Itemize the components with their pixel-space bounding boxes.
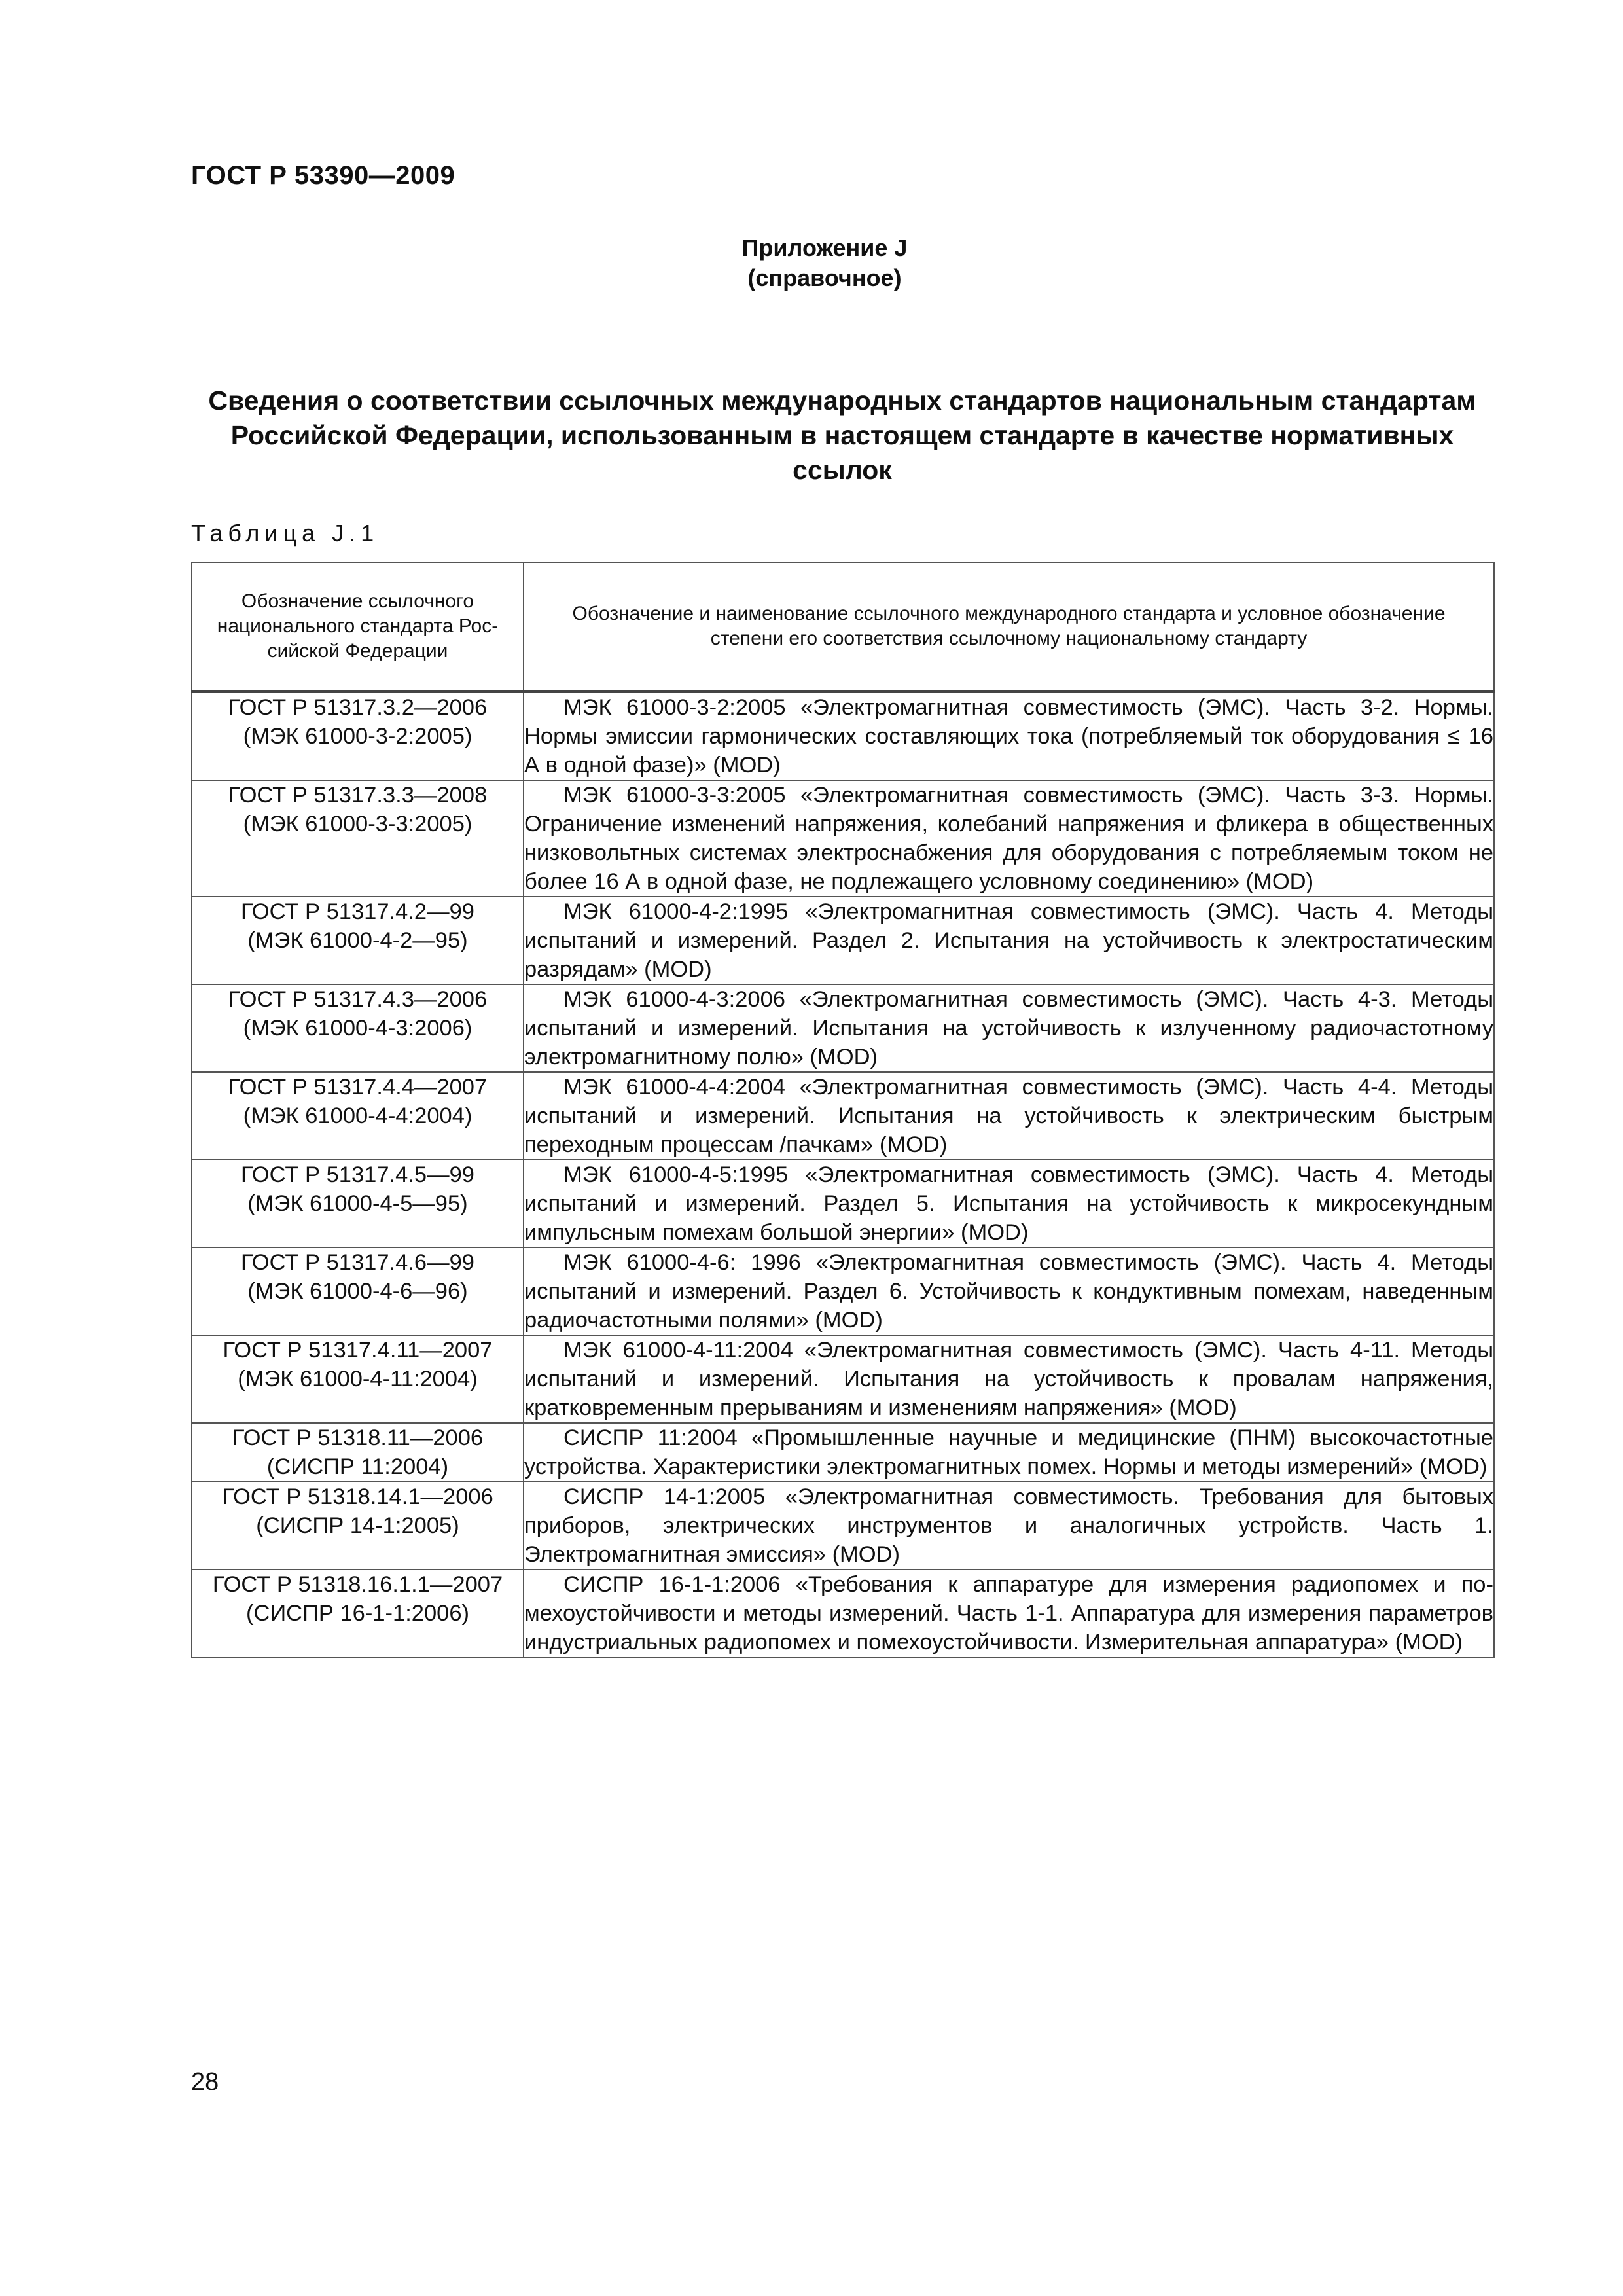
national-standard-cell — [192, 1482, 524, 1570]
standard-description-cell — [524, 1247, 1494, 1335]
table-caption: Таблица J.1 — [191, 520, 380, 547]
standard-description: МЭК 61000-4-11:2004 «Электромагнитная совместимость (ЭМС). Часть 4-11. Методы испытаний и измерений. Испытания на устойчивость к провалам напряжения, кратковременным прерываниям и изменениям напряжения» (MOD) — [524, 1338, 1493, 1420]
national-standard-code: ГОСТ Р 51318.11—2006 — [232, 1426, 484, 1450]
national-standard-cell — [192, 780, 524, 897]
table-body — [192, 692, 1494, 1658]
standard-description-cell — [524, 1160, 1494, 1247]
standard-description: МЭК 61000-3-2:2005 «Электромагнитная совместимость (ЭМС). Часть 3-2. Нормы. Нормы эмиссии гармонических составляющих тока (потребляемый ток оборудования ≤ 16 А в одной фазе)» (MOD) — [524, 695, 1493, 778]
national-standard-code: ГОСТ Р 51317.4.5—99 — [241, 1162, 474, 1187]
international-standard-code: (МЭК 61000-4-6—96) — [247, 1279, 468, 1304]
standard-description: МЭК 61000-4-3:2006 «Электромагнитная совместимость (ЭМС). Часть 4-3. Методы испытаний и измерений. Испытания на устойчивость к излученному радиочастотному электромагнитному полю» (MOD) — [524, 987, 1493, 1069]
appendix-heading — [0, 233, 1623, 293]
national-standard-cell — [192, 1247, 524, 1335]
table-row — [192, 1072, 1494, 1160]
standard-description: МЭК 61000-4-6: 1996 «Электромагнитная совместимость (ЭМС). Часть 4. Методы испытаний и измерений. Раздел 6. Устойчивость к кондуктивным помехам, наведенным радиочастотными полями» (MOD) — [524, 1250, 1493, 1333]
international-standard-code: (МЭК 61000-4-3:2006) — [243, 1016, 473, 1041]
table-row — [192, 897, 1494, 984]
table-row — [192, 1423, 1494, 1482]
national-standard-cell — [192, 1072, 524, 1160]
national-standard-cell — [192, 984, 524, 1072]
international-standard-code: (МЭК 61000-4-4:2004) — [243, 1103, 473, 1128]
table-row — [192, 984, 1494, 1072]
national-standard-cell — [192, 1570, 524, 1657]
appendix-title: Приложение J — [741, 234, 908, 261]
table-row — [192, 1247, 1494, 1335]
international-standard-code: (МЭК 61000-3-2:2005) — [243, 724, 473, 749]
table-row — [192, 1335, 1494, 1423]
international-standard-code: (МЭК 61000-4-5—95) — [247, 1191, 468, 1216]
national-standard-code: ГОСТ Р 51317.4.2—99 — [241, 899, 474, 924]
national-standard-code: ГОСТ Р 51317.4.11—2007 — [223, 1338, 493, 1363]
table-row — [192, 1570, 1494, 1657]
standard-description-cell — [524, 984, 1494, 1072]
standard-description-cell — [524, 1482, 1494, 1570]
standard-description-cell — [524, 897, 1494, 984]
standard-description: МЭК 61000-4-5:1995 «Электромагнитная совместимость (ЭМС). Часть 4. Методы испытаний и измерений. Раздел 5. Испытания на устойчивость к микросекундным импульсным помехам большой энергии» (MOD) — [524, 1162, 1493, 1245]
table-row — [192, 692, 1494, 781]
national-standard-cell — [192, 1423, 524, 1482]
international-standard-code: (СИСПР 11:2004) — [266, 1454, 449, 1479]
standard-description-cell — [524, 692, 1494, 781]
table-row — [192, 780, 1494, 897]
national-standard-cell — [192, 1335, 524, 1423]
page-number: 28 — [191, 2068, 219, 2096]
document-title: Сведения о соответствии ссылочных международных стандартов национальным стандартам Российской Федерации, использованным в настоящем стандарте в качестве нормативных ссылок — [208, 386, 1476, 485]
table-row — [192, 1482, 1494, 1570]
national-standard-cell — [192, 1160, 524, 1247]
international-standard-code: (МЭК 61000-4-11:2004) — [238, 1367, 478, 1391]
national-standard-cell — [192, 897, 524, 984]
standard-description: СИСПР 14-1:2005 «Электромагнитная совместимость. Требования для бытовых приборов, электрических инструментов и аналогичных устройств. Часть 1. Электромагнитная эмиссия» (MOD) — [524, 1484, 1493, 1567]
standard-description: МЭК 61000-4-4:2004 «Электромагнитная совместимость (ЭМС). Часть 4-4. Методы испытаний и измерений. Испытания на устойчивость к электрическим быстрым переходным процессам /пачкам» (MOD) — [524, 1075, 1493, 1157]
international-standard-code: (СИСПР 16-1-1:2006) — [245, 1601, 470, 1626]
national-standard-code: ГОСТ Р 51318.16.1.1—2007 — [212, 1572, 503, 1597]
standard-description-cell — [524, 1335, 1494, 1423]
standard-description: СИСПР 16-1-1:2006 «Требования к аппаратуре для измерения радиопомех и помехоустойчивости и методы измерений. Часть 1-1. Аппаратура для измерения параметров индустриальных радиопомех и помехоустойчивости. Измерительная аппаратура» (MOD) — [524, 1572, 1493, 1655]
standard-description: МЭК 61000-4-2:1995 «Электромагнитная совместимость (ЭМС). Часть 4. Методы испытаний и измерений. Раздел 2. Испытания на устойчивость к электростатическим разрядам» (MOD) — [524, 899, 1493, 982]
standard-description-cell — [524, 780, 1494, 897]
standard-description-cell — [524, 1423, 1494, 1482]
national-standard-code: ГОСТ Р 51317.3.2—2006 — [228, 695, 488, 720]
national-standard-code: ГОСТ Р 51317.4.4—2007 — [228, 1075, 488, 1100]
table-header-row — [192, 562, 1494, 692]
international-standard-code: (МЭК 61000-3-3:2005) — [243, 812, 473, 836]
national-standard-code: ГОСТ Р 51317.4.6—99 — [241, 1250, 474, 1275]
standard-description: МЭК 61000-3-3:2005 «Электромагнитная совместимость (ЭМС). Часть 3-3. Нормы. Ограничение изменений напряжения, колебаний напряжения и фликера в общественных низковольтных системах электроснабжения для оборудования с потребляемым током не более 16 А в одной фазе, не подлежащего условному соединению» (MOD) — [524, 783, 1493, 894]
national-standard-code: ГОСТ Р 51317.4.3—2006 — [228, 987, 488, 1012]
standard-description: СИСПР 11:2004 «Промышленные научные и медицинские (ПНМ) высокочастотные устройства. Характеристики электромагнитных помех. Нормы и методы измерений» (MOD) — [524, 1426, 1493, 1479]
appendix-type: (справочное) — [747, 264, 902, 291]
standard-description-cell — [524, 1072, 1494, 1160]
international-standard-code: (СИСПР 14-1:2005) — [256, 1513, 459, 1538]
table-row — [192, 1160, 1494, 1247]
national-standard-cell — [192, 692, 524, 781]
reference-table — [191, 562, 1495, 1658]
header-international-standard: Обозначение и наименование ссылочного международного стандарта и условное обозначение степени его соответствия ссылочному национальному стандарту — [524, 562, 1494, 692]
page-header-standard-code: ГОСТ Р 53390—2009 — [191, 161, 455, 190]
header-national-standard: Обозначение ссылочного национального стандарта Российской Федерации — [192, 562, 524, 692]
national-standard-code: ГОСТ Р 51317.3.3—2008 — [228, 783, 488, 808]
international-standard-code: (МЭК 61000-4-2—95) — [247, 928, 468, 953]
standard-description-cell — [524, 1570, 1494, 1657]
national-standard-code: ГОСТ Р 51318.14.1—2006 — [222, 1484, 493, 1509]
